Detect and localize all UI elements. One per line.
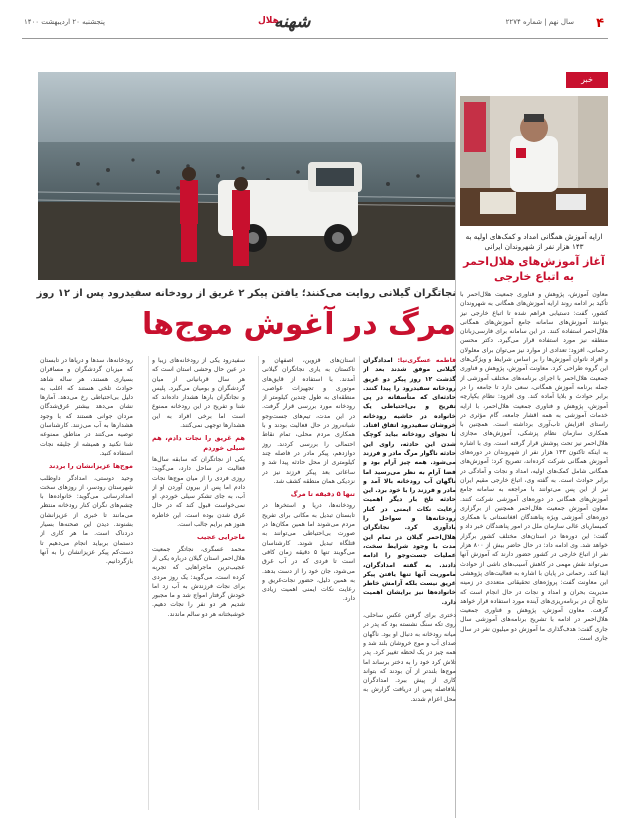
article-lead-text: امدادگران گیلانی موفق شدند بعد از گذشت ۱۲ روز پیکر دو غریق رودخانه سفیدرود را پیدا کنند. حادثه‌ای که متأسفانه در پی تفریح و بی‌احتیاطی یک خانواده در حاشیه رودخانه خروشان سفیدرود اتفاق افتاد. تا نجوای رودخانه بیاید کوچک شدن این حادثه، راوی این حادثه ناگوار مرگ مادر و فرزند می‌شود. همه چیز آرام بود و فضا آرام به نظر می‌رسید اما ناگهان آب رودخانه بالا آمد و مادر و فرزند را با خود برد. این حادثه تلخ بار دیگر اهمیت رعایت نکات ایمنی در کنار رودخانه‌ها و سواحل را یادآوری کرد. نجاتگران هلال‌احمر گیلان در تمام این مدت با وجود شرایط سخت، عملیات جست‌وجو را ادامه دادند. به گفته امدادگران، ماموریت آنها تنها یافتن پیکر غریق نیست بلکه آرامش خاطر خانواده‌ها نیز برایشان اهمیت دارد. bbox=[363, 357, 456, 606]
sidebar-body: معاون آموزش، پژوهش و فناوری جمعیت هلال‌احمر با تأکید بر ادامه روند ارایه آموزش‌های همگانی به شهروندان کشور، گفت: دستیابی فراهم شده تا اتباع خارجی نیز بتوانند آموزش‌های سامانه جامع آموزش‌های همگانی هلال‌احمر استفاده کنند. در این سامانه برای فارسی‌زبانان منطقه نیز مورد استفاده قرار می‌گیرد. دکتر محسن رحمانی، افزود: تعدادی از موارد نیز می‌توان برای معلولان و افراد ناتوان آموزش‌ها را بر اساس شرایط و ویژگی‌های این گروه طراحی کرد. معاونت آموزش، پژوهش و فناوری جمعیت هلال‌احمر با اجرای برنامه‌های مختلف آموزشی از جمله برنامه آموزش همگانی، سعی دارد تا جامعه را در برابر حوادث و بلایا آماده کند. وی افزود: نظام یکپارچه آموزش، پژوهش و فناوری جمعیت هلال‌احمر، با ارایه خدمات آموزشی به همه اقشار جامعه، گام مؤثری در راستای افزایش تاب‌آوری برداشته است. همچنین با همکاری سازمان نظام پزشکی، آموزش‌های مجازی هلال‌احمر نیز تحت پوشش قرار گرفته است. وی با اشاره به اینکه تاکنون ۱۴۳ هزار نفر از شهروندان در دوره‌های آموزش همگانی شرکت کرده‌اند، تصریح کرد: آموزش‌های همگانی شامل کمک‌های اولیه، امداد و نجات و آمادگی در برابر حوادث است. به گفته وی، اتباع خارجی مقیم ایران نیز از این پس می‌توانند با مراجعه به سامانه جامع آموزش‌های همگانی در دوره‌های آموزشی شرکت کنند. معاون آموزش جمعیت هلال‌احمر همچنین از برگزاری دوره‌های آموزشی ویژه پناهندگان افغانستانی با همکاری کمیساریای عالی سازمان ملل در امور پناهندگان خبر داد و گفت: این دوره‌ها در استان‌های مختلف کشور برگزار خواهد شد. وی ادامه داد: در حال حاضر بیش از ۸۰۰ هزار نفر از اتباع خارجی در کشور حضور دارند که آموزش آنها می‌تواند نقش مهمی در کاهش آسیب‌های ناشی از حوادث ایفا کند. رحمانی در پایان با اشاره به فعالیت‌های پژوهشی این معاونت گفت: پروژه‌های تحقیقاتی متعددی در زمینه مدیریت بحران و امداد و نجات در حال انجام است که نتایج آن در برنامه‌ریزی‌های آینده مورد استفاده قرار خواهد گرفت. معاون آموزش، پژوهش و فناوری جمعیت هلال‌احمر در ادامه با تشریح برنامه‌های آموزشی سال جاری گفت: هدف‌گذاری ما آموزش دو میلیون نفر در سال جاری است. bbox=[460, 291, 608, 642]
photo-caption: ارایه آموزش همگانی امداد و کمک‌های اولیه به ۱۴۳ هزار نفر از شهروندان ایرانی bbox=[465, 232, 603, 251]
article-paragraph: رودخانه‌ها، دریا و استخرها در تابستان تبدیل به مکانی برای تفریح مردم می‌شوند اما همین مکان‌ها در صورت بی‌احتیاطی می‌توانند به قتلگاه تبدیل شوند. کارشناسان می‌گویند تنها ۵ دقیقه زمان کافی است تا فردی که در آب غرق می‌شود، جان خود را از دست بدهد. به همین دلیل، حضور نجات‌غریق و رعایت نکات ایمنی اهمیت زیادی دارد. bbox=[262, 502, 355, 603]
masthead-small: هلال bbox=[258, 16, 279, 26]
author-byline: فاطمه عسگری‌نیا: bbox=[397, 357, 456, 364]
article-headline: مرگ در آغوش موج‌ها bbox=[141, 307, 456, 342]
article-paragraph: یکی از نجاتگران که سابقه سال‌ها فعالیت در ساحل دارد، می‌گوید: روزی فردی را از میان موج‌ها نجات دادم اما پس از بیرون آوردن او از آب، به جای تشکر سیلی خوردم. او نمی‌خواست قبول کند که در حال غرق شدن بوده است. این خاطره هنوز هم برایم جالب است. bbox=[152, 455, 245, 529]
article-column-4 bbox=[40, 356, 133, 810]
article-kicker: نجاتگران گیلانی روایت می‌کنند؛ یافتن پیکر ۲ غریق از رودخانه سفیدرود پس از ۱۲ روز bbox=[36, 288, 456, 299]
article-subheading: موج‌ها عزیزانشان را بردند bbox=[49, 462, 133, 471]
masthead-logo bbox=[258, 10, 328, 36]
date-info: پنجشنبه ۲۰ اردیبهشت ۱۴۰۰ bbox=[24, 18, 105, 26]
masthead-main: شهنه bbox=[274, 12, 311, 32]
column-rule bbox=[148, 356, 149, 810]
article-paragraph: سفیدرود یکی از رودخانه‌های زیبا و در عین حال وحشی استان است که هر سال قربانیانی از میان گردشگران و بومیان می‌گیرد. پلیس و نجاتگران بارها هشدار داده‌اند که شنا و تفریح در این رودخانه ممنوع است اما برخی افراد به این هشدارها توجهی نمی‌کنند. bbox=[152, 357, 245, 430]
article-paragraph: وحید دوستی، امدادگر داوطلب شهرستان رودسر، از روزهای سخت امدادرسانی می‌گوید: خانواده‌ها با چشم‌های نگران کنار رودخانه منتظر می‌مانند تا خبری از عزیزانشان بشنوند. دیدن این صحنه‌ها بسیار دردناک است. ما هر کاری از دستمان بربیاید انجام می‌دهیم تا دست‌کم پیکر عزیزانشان را به آنها بازگردانیم. bbox=[40, 474, 133, 566]
article-column-1 bbox=[363, 356, 456, 810]
column-rule bbox=[258, 356, 259, 810]
article-subheading: تنها ۵ دقیقه تا مرگ bbox=[290, 490, 355, 499]
article-paragraph: استان‌های قزوین، اصفهان و تاکستان به یاری نجاتگران گیلانی آمدند. با استفاده از قایق‌های موتوری و تجهیزات غواصی، منطقه‌ای به طول چندین کیلومتر از رودخانه مورد بررسی قرار گرفت. در این مدت، تیم‌های جست‌وجو شبانه‌روز در حال فعالیت بودند و با همکاری مردم محلی، تمام نقاط احتمالی را بررسی کردند. روز دوازدهم، پیکر مادر در فاصله چند کیلومتری از محل حادثه پیدا شد و ساعاتی بعد پیکر فرزند نیز در نزدیکی همان منطقه کشف شد. bbox=[262, 357, 355, 485]
news-tag: خبر bbox=[566, 72, 608, 88]
article-paragraph: دختری برای گرفتن عکس ساحلی، روی تکه سنگ نشسته بود که پدر در میانه رودخانه به دنبال او بود. ناگهان صدای آب و موج خروشان بلند شد و همه چیز در یک لحظه تغییر کرد. پدر تلاش کرد خود را به دختر برساند اما موج‌ها بلندتر از آن بودند که بتواند کاری از پیش ببرد. امدادگران بلافاصله پس از دریافت گزارش به محل اعزام شدند. bbox=[363, 612, 456, 703]
header-rule bbox=[22, 38, 608, 39]
article-column-3 bbox=[152, 356, 245, 810]
page-number: ۴ bbox=[596, 16, 604, 31]
official-portrait-photo bbox=[460, 96, 608, 226]
article-subheading: ماجرایی عجیب bbox=[196, 533, 245, 542]
sidebar-news bbox=[460, 72, 608, 818]
article-paragraph: رودخانه‌ها، سدها و دریاها در تابستان که میزبان گردشگران و مسافران بسیاری هستند، هر ساله شاهد حوادث تلخی هستند که اغلب به دلیل بی‌احتیاطی رخ می‌دهد. آمارها نشان می‌دهد بیشتر غرق‌شدگان مردان جوانی هستند که با وجود هشدارها به آب می‌زنند. کارشناسان توصیه می‌کنند در مناطق ممنوعه شنا نکنید و همیشه از جلیقه نجات استفاده کنید. bbox=[40, 357, 133, 457]
article-column-2 bbox=[262, 356, 355, 810]
beach-rescue-photo bbox=[38, 72, 456, 280]
publication-info: سال نهم | شماره ۲۲۷۴ bbox=[505, 18, 574, 26]
sidebar-headline: آغاز آموزش‌های هلال‌احمر به اتباع خارجی bbox=[463, 255, 605, 283]
article-paragraph: محمد عسگری، نجاتگر جمعیت هلال‌احمر استان گیلان درباره یکی از عجیب‌ترین ماجراهایی که تجربه کرده است، می‌گوید: یک روز مردی برای نجات فرزندش به آب زد اما خودش گرفتار امواج شد و ما مجبور شدیم هر دو نفر را نجات دهیم. خوشبختانه هر دو سالم ماندند. bbox=[152, 545, 245, 618]
column-rule bbox=[359, 356, 360, 810]
article-subheading: هم غریق را نجات دادم، هم سیلی خوردم bbox=[152, 434, 245, 452]
